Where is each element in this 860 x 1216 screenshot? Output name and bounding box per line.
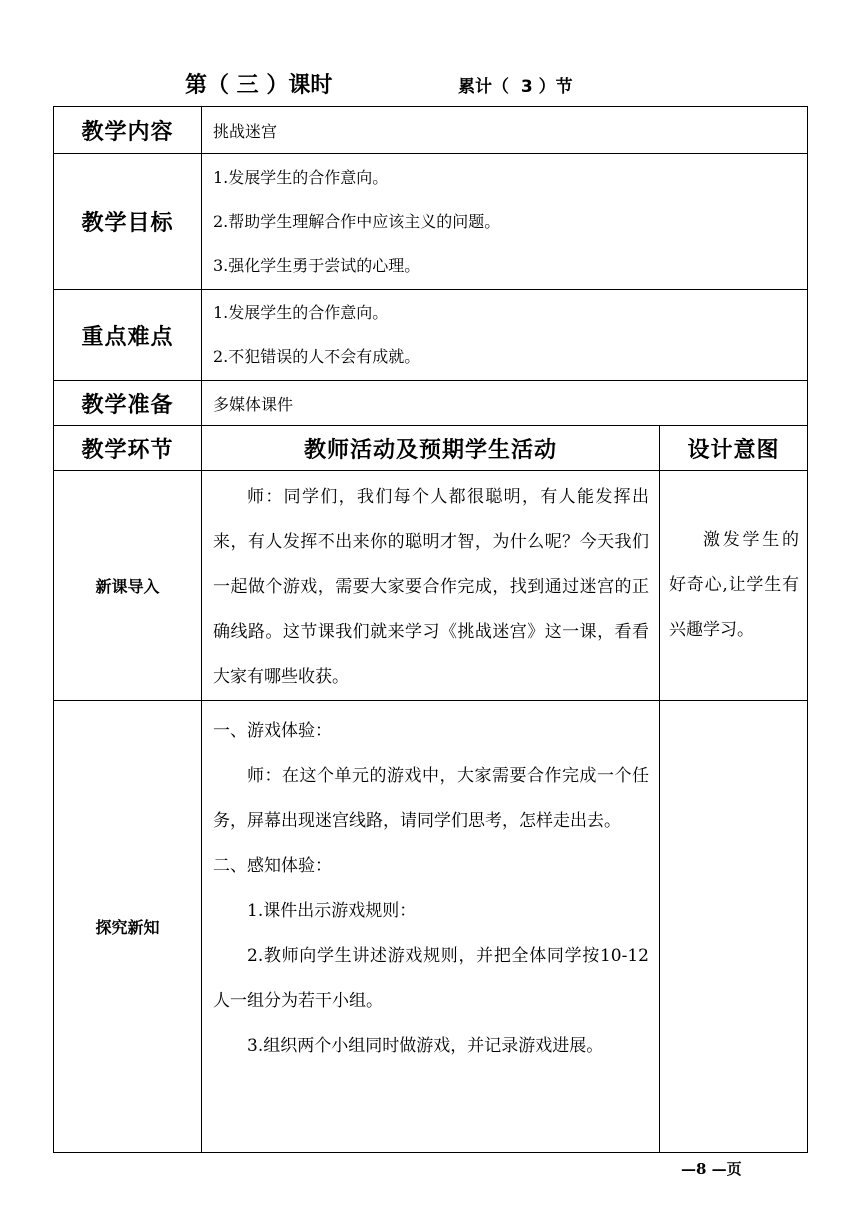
section-row-intro (54, 471, 808, 701)
label-teaching-goals: 教学目标 (54, 154, 202, 290)
table-header-row (54, 426, 808, 471)
lesson-plan-table (53, 106, 808, 1153)
label-key-points: 重点难点 (54, 290, 202, 381)
label-teaching-content: 教学内容 (54, 107, 202, 154)
goal-item: 3.强化学生勇于尝试的心理。 (213, 255, 421, 275)
goals-list (202, 154, 808, 290)
activity-paragraph: 师：在这个单元的游戏中，大家需要合作完成一个任务，屏幕出现迷宫线路，请同学们思考，怎样走出去。 (213, 766, 649, 831)
value-teaching-content: 挑战迷宫 (202, 107, 808, 154)
activity-paragraph: 一、游戏体验： (213, 721, 332, 741)
value-preparation: 多媒体课件 (202, 381, 808, 426)
key-point-item: 2.不犯错误的人不会有成就。 (213, 347, 421, 366)
row-preparation (54, 381, 808, 426)
section-name: 探究新知 (54, 701, 202, 1153)
activity-paragraph: 2.教师向学生讲述游戏规则，并把全体同学按10-12人一组分为若干小组。 (213, 946, 649, 1011)
header-section: 教学环节 (54, 426, 202, 471)
goal-item: 1.发展学生的合作意向。 (213, 167, 389, 187)
section-activity (202, 471, 660, 701)
header-activity: 教师活动及预期学生活动 (202, 426, 660, 471)
header-intent: 设计意图 (660, 426, 808, 471)
key-point-item: 1.发展学生的合作意向。 (213, 303, 389, 322)
activity-paragraph: 师：同学们，我们每个人都很聪明，有人能发挥出来，有人发挥不出来你的聪明才智，为什么呢？今天我们一起做个游戏，需要大家要合作完成，找到通过迷宫的正确线路。这节课我们就来学习《挑战迷宫》这一课，看看大家有哪些收获。 (213, 487, 649, 687)
cumulative-count: 累计（ 3 ）节 (458, 77, 573, 97)
label-preparation: 教学准备 (54, 381, 202, 426)
section-activity (202, 701, 660, 1153)
key-points-list (202, 290, 808, 381)
goal-item: 2.帮助学生理解合作中应该主义的问题。 (213, 211, 501, 231)
activity-paragraph: 1.课件出示游戏规则： (247, 901, 417, 921)
section-intent-cell (660, 471, 808, 701)
activity-paragraph: 二、感知体验： (213, 856, 332, 876)
activity-paragraph: 3.组织两个小组同时做游戏，并记录游戏进展。 (247, 1036, 604, 1056)
lesson-number: 第（ 三 ）课时 (185, 73, 333, 98)
page-number: —8 —页 (681, 1160, 742, 1178)
row-content (54, 107, 808, 154)
section-intent: 激发学生的好奇心,让学生有兴趣学习。 (669, 530, 800, 640)
section-name: 新课导入 (54, 471, 202, 701)
section-intent-cell (660, 701, 808, 1153)
lesson-header (0, 70, 860, 104)
row-goals (54, 154, 808, 290)
section-row-explore (54, 701, 808, 1153)
row-key-points (54, 290, 808, 381)
